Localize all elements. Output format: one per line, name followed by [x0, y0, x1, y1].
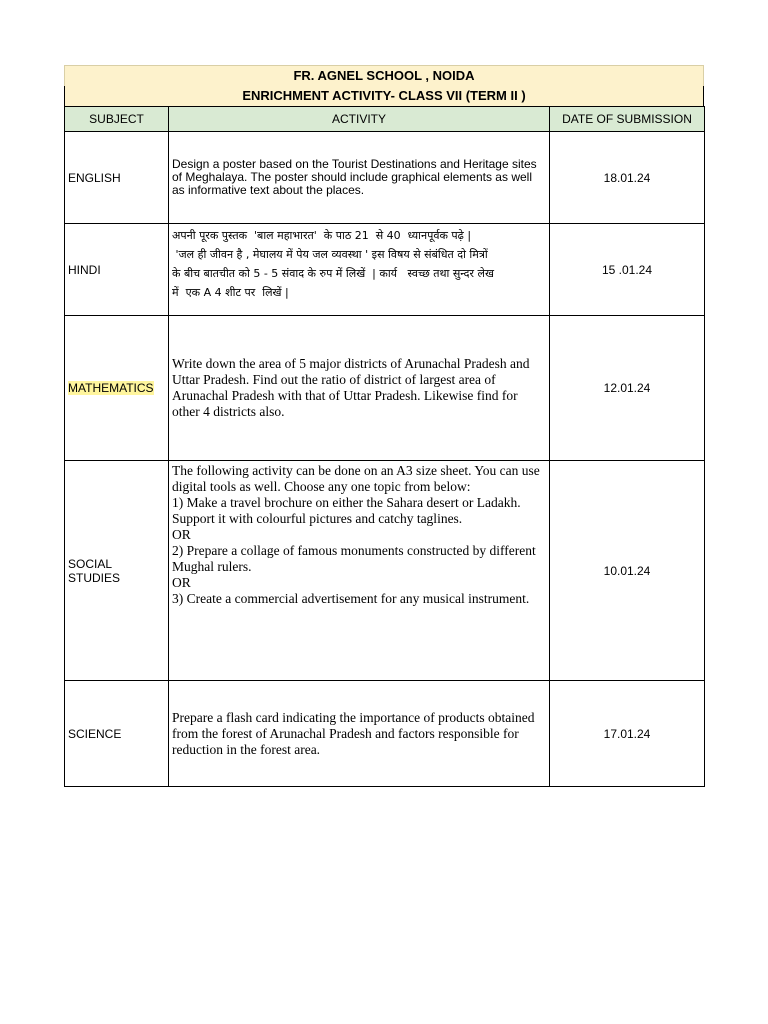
highlighted-subject: MATHEMATICS [68, 381, 154, 395]
table-row [65, 681, 705, 787]
document-sheet [64, 65, 704, 787]
activity-table [64, 106, 705, 787]
school-name: FR. AGNEL SCHOOL , NOIDA [64, 65, 704, 86]
activity-cell: Write down the area of 5 major districts of Arunachal Pradesh and Uttar Pradesh. Find out the ratio of district of largest area of Arunachal Pradesh with that of Uttar Pradesh. Likewise find for other 4 districts also. [169, 316, 550, 461]
activity-line: 2) Prepare a collage of famous monuments constructed by different Mughal rulers. [172, 543, 540, 574]
activity-cell: Prepare a flash card indicating the importance of products obtained from the forest of Arunachal Pradesh and factors responsible for reduction in the forest area. [169, 681, 550, 787]
activity-cell [169, 461, 550, 681]
subject-cell: ENGLISH [65, 132, 169, 224]
page-title: ENRICHMENT ACTIVITY- CLASS VII (TERM II ) [64, 86, 704, 106]
column-header-date: DATE OF SUBMISSION [550, 107, 705, 132]
activity-line: 3) Create a commercial advertisement for any musical instrument. [172, 591, 530, 606]
activity-line: अपनी पूरक पुस्तक 'बाल महाभारत' के पाठ 21 से 40 ध्यानपूर्वक पढ़े | [172, 229, 472, 242]
column-header-activity: ACTIVITY [169, 107, 550, 132]
table-row [65, 461, 705, 681]
date-cell: 18.01.24 [550, 132, 705, 224]
activity-line: में एक A 4 शीट पर लिखें | [172, 286, 289, 299]
activity-line: के बीच बातचीत को 5 - 5 संवाद के रुप में लिखें | कार्य स्वच्छ तथा सुन्दर लेख [172, 267, 494, 280]
date-cell: 15 .01.24 [550, 224, 705, 316]
activity-line: OR [172, 575, 191, 590]
activity-cell [169, 224, 550, 316]
column-header-subject: SUBJECT [65, 107, 169, 132]
date-cell: 12.01.24 [550, 316, 705, 461]
activity-line: 1) Make a travel brochure on either the Sahara desert or Ladakh. Support it with colourful pictures and catchy taglines. [172, 495, 524, 526]
table-row [65, 224, 705, 316]
table-header-row [65, 107, 705, 132]
table-row [65, 132, 705, 224]
subject-cell: HINDI [65, 224, 169, 316]
date-cell: 17.01.24 [550, 681, 705, 787]
activity-line: The following activity can be done on an A3 size sheet. You can use digital tools as well. Choose any one topic from below: [172, 463, 544, 494]
subject-cell: SCIENCE [65, 681, 169, 787]
table-row [65, 316, 705, 461]
activity-cell: Design a poster based on the Tourist Destinations and Heritage sites of Meghalaya. The poster should include graphical elements as well as informative text about the places. [169, 132, 550, 224]
activity-line: 'जल ही जीवन है , मेघालय में पेय जल व्यवस्था ' इस विषय से संबंधित दो मित्रों [172, 248, 488, 261]
activity-line: OR [172, 527, 191, 542]
date-cell: 10.01.24 [550, 461, 705, 681]
subject-cell [65, 316, 169, 461]
subject-cell: SOCIAL STUDIES [65, 461, 169, 681]
